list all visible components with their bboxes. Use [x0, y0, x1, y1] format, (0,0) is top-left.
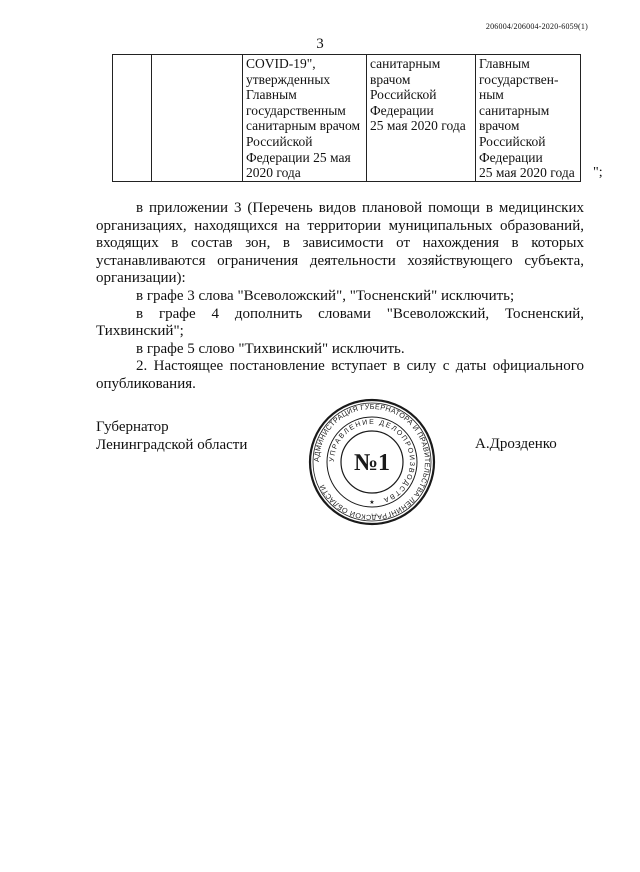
table-row	[113, 55, 581, 182]
cell-line: Федерации	[370, 102, 434, 118]
cell-line: утвержденных	[246, 71, 331, 87]
paragraph-effective-date: 2. Настоящее постановление вступает в силу с даты официального опубликования.	[96, 358, 584, 392]
paragraph-column-3: в графе 3 слова "Всеволожский", "Тосненский" исключить;	[136, 287, 515, 304]
cell-line: государствен-	[479, 71, 559, 87]
cell-line: 2020 года	[246, 165, 301, 181]
cell-line: государственным	[246, 102, 346, 118]
seal-outer-text-path: АДМИНИСТРАЦИЯ ГУБЕРНАТОРА И ПРАВИТЕЛЬСТВА ЛЕНИНГРАДСКОЙ ОБЛАСТИ	[311, 401, 433, 523]
table-cell-col4	[367, 55, 476, 182]
document-id: 206004/206004-2020-6059(1)	[485, 22, 588, 31]
seal-number: №1	[353, 450, 391, 476]
table-cell-col3	[243, 55, 367, 182]
official-seal	[308, 398, 436, 526]
cell-line: санитарным врачом	[246, 118, 361, 134]
seal-star-icon: ★	[369, 499, 375, 506]
cell-line: Российской	[479, 133, 546, 149]
signatory-title	[96, 418, 247, 454]
table-closing-quote: ";	[593, 165, 603, 180]
seal-inner-text-path: УПРАВЛЕНИЕ ДЕЛОПРОИЗВОДСТВА	[328, 418, 416, 504]
cell-line: Главным	[479, 56, 530, 71]
cell-line: Главным	[246, 87, 297, 103]
continuation-table	[112, 54, 581, 182]
document-body	[96, 200, 584, 394]
signatory-title-line: Ленинградской области	[96, 437, 248, 453]
cell-line: Российской	[370, 87, 437, 103]
signatory-name: А.Дрозденко	[475, 436, 557, 452]
cell-line: врачом	[370, 71, 411, 87]
cell-line: Российской	[246, 133, 313, 149]
paragraph-column-4: в графе 4 дополнить словами "Всеволожский, Тосненский, Тихвинский";	[96, 305, 584, 340]
page-number: 3	[316, 36, 324, 52]
cell-line: COVID-19",	[246, 56, 316, 71]
cell-line: врачом	[479, 118, 520, 134]
cell-line: 25 мая 2020 года	[370, 118, 466, 134]
paragraph-appendix-3: в приложении 3 (Перечень видов плановой помощи в медицинских организациях, находящихся на территории муниципальных образований, входящих в состав зон, в зависимости от нахождения в которых устанавливаются ограничения деятельности хозяйствующего субъекта, организации):	[96, 200, 584, 287]
table-cell-col5	[476, 55, 581, 182]
cell-line: Федерации	[479, 149, 543, 165]
cell-line: Федерации 25 мая	[246, 149, 351, 165]
signatory-title-line: Губернатор	[96, 419, 169, 435]
table-cell-col1	[113, 55, 152, 182]
paragraph-column-5: в графе 5 слово "Тихвинский" исключить.	[136, 340, 405, 357]
cell-line: санитарным	[370, 56, 441, 71]
cell-line: 25 мая 2020 года	[479, 165, 575, 181]
cell-line: санитарным	[479, 102, 550, 118]
table-cell-col2	[152, 55, 243, 182]
cell-line: ным	[479, 87, 504, 103]
